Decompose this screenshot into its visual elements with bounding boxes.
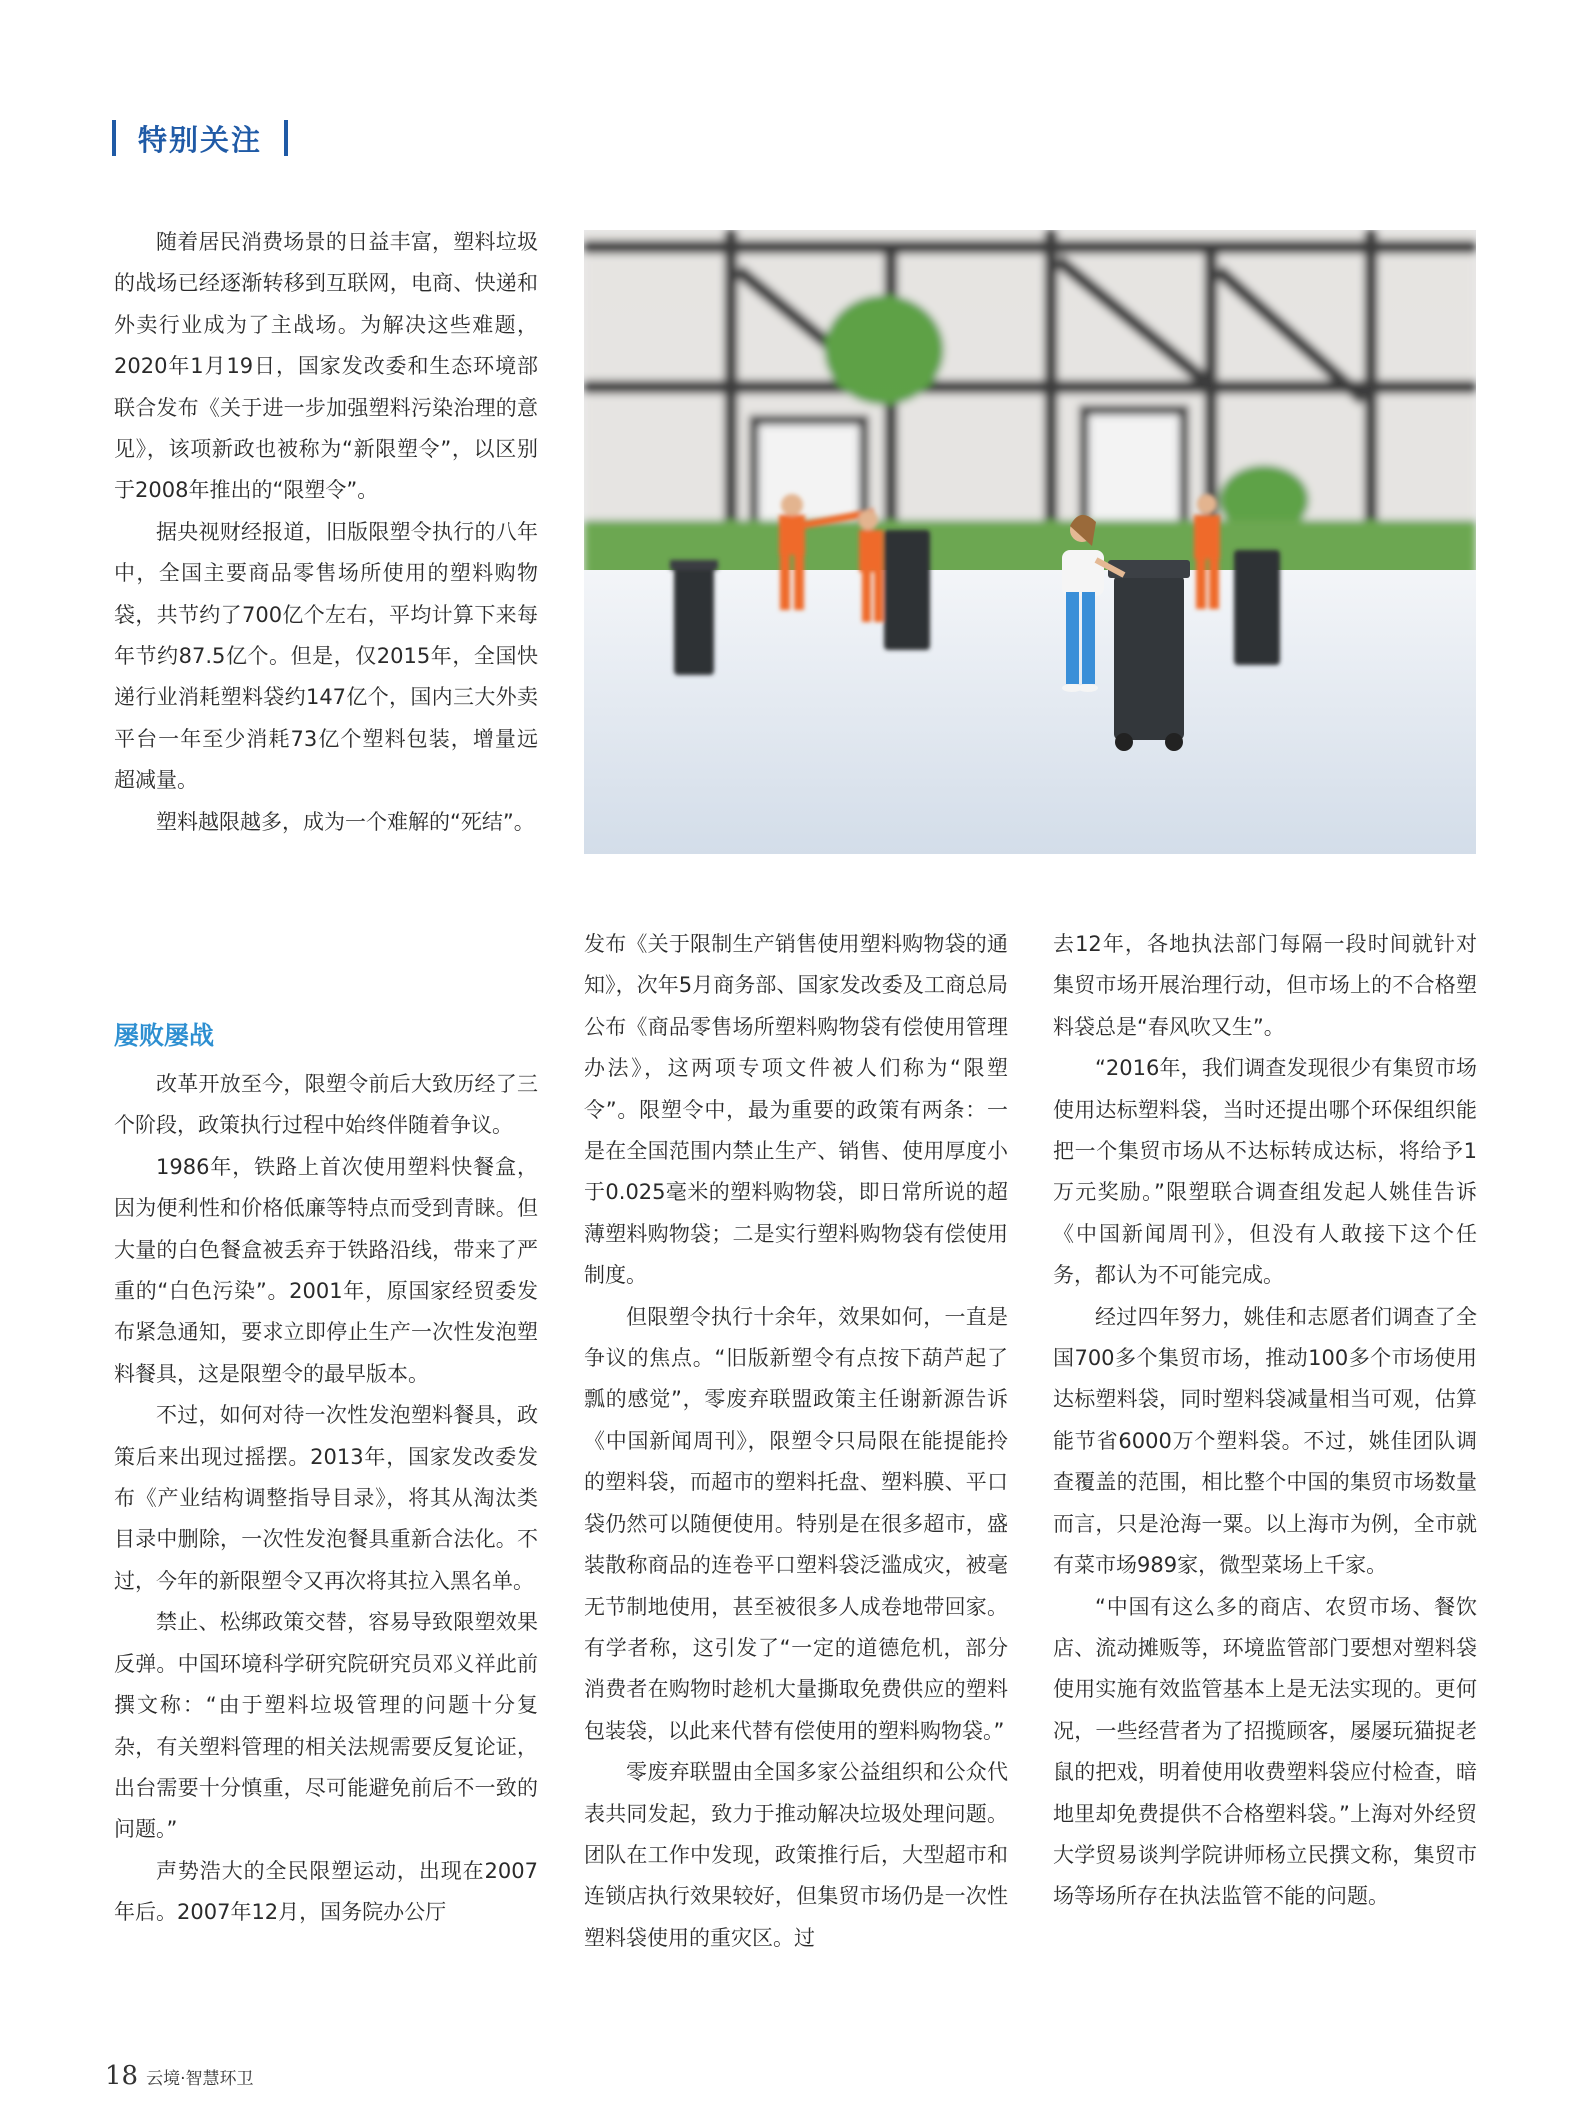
- section-title: 屡败屡战: [114, 1021, 215, 1050]
- page-number: 18: [105, 2061, 139, 2091]
- header-bar-right: [284, 120, 288, 156]
- paragraph: 不过，如何对待一次性发泡塑料餐具，政策后来出现过摇摆。2013年，国家发改委发布《产业结构调整指导目录》，将其从淘汰类目录中删除，一次性发泡餐具重新合法化。不过，今年的新限塑令又再次将其拉入黑名单。: [114, 1403, 538, 1593]
- paragraph: 但限塑令执行十余年，效果如何，一直是争议的焦点。“旧版新塑令有点按下葫芦起了瓢的感觉”，零废弃联盟政策主任谢新源告诉《中国新闻周刊》，限塑令只局限在能提能拎的塑料袋，而超市的塑料托盘、塑料膜、平口袋仍然可以随便使用。特别是在很多超市，盛装散称商品的连卷平口塑料袋泛滥成灾，被毫无节制地使用，甚至被很多人成卷地带回家。有学者称，这引发了“一定的道德危机，部分消费者在购物时趁机大量撕取免费供应的塑料包装袋，以此来代替有偿使用的塑料购物袋。”: [584, 1304, 1008, 1743]
- column-header: [112, 116, 288, 160]
- paragraph: 零废弃联盟由全国多家公益组织和公众代表共同发起，致力于推动解决垃圾处理问题。团队在工作中发现，政策推行后，大型超市和连锁店执行效果较好，但集贸市场仍是一次性塑料袋使用的重灾区。过: [584, 1760, 1008, 1950]
- paragraph: 改革开放至今，限塑令前后大致历经了三个阶段，政策执行过程中始终伴随着争议。: [114, 1072, 538, 1138]
- column-1-top: [114, 222, 538, 843]
- paragraph: “2016年，我们调查发现很少有集贸市场使用达标塑料袋，当时还提出哪个环保组织能把一个集贸市场从不达标转成达标，将给予1万元奖励。”限塑联合调查组发起人姚佳告诉《中国新闻周刊》，但没有人敢接下这个任务，都认为不可能完成。: [1053, 1056, 1477, 1288]
- column-title: 特别关注: [138, 122, 263, 157]
- column-3: [1053, 924, 1477, 1918]
- paragraph: 发布《关于限制生产销售使用塑料购物袋的通知》，次年5月商务部、国家发改委及工商总局公布《商品零售场所塑料购物袋有偿使用管理办法》，这两项专项文件被人们称为“限塑令”。限塑令中，最为重要的政策有两条：一是在全国范围内禁止生产、销售、使用厚度小于0.025毫米的塑料购物袋，即日常所说的超薄塑料购物袋；二是实行塑料购物袋有偿使用制度。: [584, 932, 1008, 1288]
- paragraph: 经过四年努力，姚佳和志愿者们调查了全国700多个集贸市场，推动100多个市场使用达标塑料袋，同时塑料袋减量相当可观，估算能节省6000万个塑料袋。不过，姚佳团队调查覆盖的范围，相比整个中国的集贸市场数量而言，只是沧海一粟。以上海市为例，全市就有菜市场989家，微型菜场上千家。: [1053, 1304, 1477, 1578]
- magazine-name: 云境·智慧环卫: [146, 2069, 254, 2089]
- paragraph: 1986年，铁路上首次使用塑料快餐盒，因为便利性和价格低廉等特点而受到青睐。但大量的白色餐盒被丢弃于铁路沿线，带来了严重的“白色污染”。2001年，原国家经贸委发布紧急通知，要求立即停止生产一次性发泡塑料餐具，这是限塑令的最早版本。: [114, 1154, 538, 1386]
- paragraph: 据央视财经报道，旧版限塑令执行的八年中，全国主要商品零售场所使用的塑料购物袋，共节约了700亿个左右，平均计算下来每年节约87.5亿个。但是，仅2015年，全国快递行业消耗塑料袋约147亿个，国内三大外卖平台一年至少消耗73亿个塑料包装，增量远超减量。: [114, 519, 538, 793]
- page-footer: [105, 2061, 254, 2091]
- column-1-bottom: [114, 1003, 538, 1934]
- paragraph: 禁止、松绑政策交替，容易导致限塑效果反弹。中国环境科学研究院研究员邓义祥此前撰文称：“由于塑料垃圾管理的问题十分复杂，有关塑料管理的相关法规需要反复论证，出台需要十分慎重，尽可能避免前后不一致的问题。”: [114, 1610, 538, 1842]
- paragraph: 随着居民消费场景的日益丰富，塑料垃圾的战场已经逐渐转移到互联网，电商、快递和外卖行业成为了主战场。为解决这些难题，2020年1月19日，国家发改委和生态环境部联合发布《关于进一步加强塑料污染治理的意见》，该项新政也被称为“新限塑令”，以区别于2008年推出的“限塑令”。: [114, 230, 538, 503]
- paragraph: 塑料越限越多，成为一个难解的“死结”。: [156, 809, 535, 834]
- article-photo: [584, 230, 1476, 854]
- paragraph: “中国有这么多的商店、农贸市场、餐饮店、流动摊贩等，环境监管部门要想对塑料袋使用实施有效监管基本上是无法实现的。更何况，一些经营者为了招揽顾客，屡屡玩猫捉老鼠的把戏，明着使用收费塑料袋应付检查，暗地里却免费提供不合格塑料袋。”上海对外经贸大学贸易谈判学院讲师杨立民撰文称，集贸市场等场所存在执法监管不能的问题。: [1053, 1594, 1477, 1909]
- paragraph: 去12年，各地执法部门每隔一段时间就针对集贸市场开展治理行动，但市场上的不合格塑料袋总是“春风吹又生”。: [1053, 932, 1477, 1039]
- header-bar-left: [112, 120, 116, 156]
- column-2: [584, 924, 1008, 1959]
- paragraph: 声势浩大的全民限塑运动，出现在2007年后。2007年12月，国务院办公厅: [114, 1858, 538, 1925]
